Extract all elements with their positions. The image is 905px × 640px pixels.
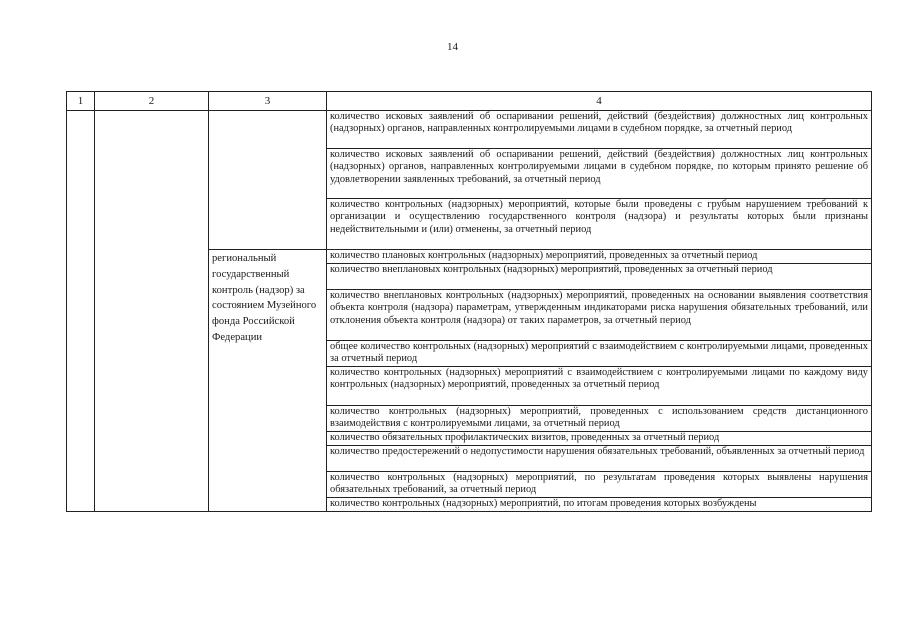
header-col-1: 1: [67, 92, 95, 111]
indicator-cell: количество плановых контрольных (надзорных) мероприятий, проведенных за отчетный период: [327, 250, 872, 264]
indicators-table: [66, 91, 872, 512]
header-col-3: 3: [209, 92, 327, 111]
header-col-2: 2: [95, 92, 209, 111]
col-3-cell-empty: [209, 111, 327, 250]
indicator-cell: количество контрольных (надзорных) мероприятий, которые были проведены с грубым нарушением требований к организации и осуществлению государственного контроля (надзора) и результаты которых были признаны недействительными и (или) отменены, за отчетный период: [327, 199, 872, 250]
indicator-cell: количество внеплановых контрольных (надзорных) мероприятий, проведенных на основании выявления соответствия объекта контроля (надзора) параметрам, утвержденным индикаторами риска нарушения обязательных требований, или отклонения объекта контроля (надзора) от таких параметров, за отчетный период: [327, 290, 872, 341]
col-1-cell: [67, 111, 95, 512]
control-type-cell: [209, 250, 327, 512]
page-number: 14: [447, 41, 458, 53]
indicator-cell: общее количество контрольных (надзорных) мероприятий с взаимодействием с контролируемыми лицами, проведенных за отчетный период: [327, 341, 872, 367]
control-type-label: региональный государственный контроль (надзор) за состоянием Музейного фонда Российской Федерации: [212, 253, 317, 343]
indicator-cell: количество обязательных профилактических визитов, проведенных за отчетный период: [327, 432, 872, 446]
indicator-cell: количество исковых заявлений об оспаривании решений, действий (бездействия) должностных лиц контрольных (надзорных) органов, направленных контролируемыми лицами в судебном порядке, за отчетный период: [327, 111, 872, 149]
header-col-4: 4: [327, 92, 872, 111]
indicator-cell: количество контрольных (надзорных) мероприятий, по результатам проведения которых выявлены нарушения обязательных требований, за отчетный период: [327, 472, 872, 498]
table-row: [67, 111, 872, 149]
indicator-cell: количество исковых заявлений об оспаривании решений, действий (бездействия) должностных лиц контрольных (надзорных) органов, направленных контролируемыми лицами в судебном порядке, по которым принято решение об удовлетворении заявленных требований, за отчетный период: [327, 149, 872, 199]
indicator-cell: количество контрольных (надзорных) мероприятий, по итогам проведения которых возбуждены: [327, 498, 872, 512]
col-2-cell: [95, 111, 209, 512]
indicator-cell: количество внеплановых контрольных (надзорных) мероприятий, проведенных за отчетный период: [327, 264, 872, 290]
indicator-cell: количество контрольных (надзорных) мероприятий, проведенных с использованием средств дистанционного взаимодействия с контролируемыми лицами, за отчетный период: [327, 406, 872, 432]
table-header-row: [67, 92, 872, 111]
indicator-cell: количество контрольных (надзорных) мероприятий с взаимодействием с контролируемыми лицами по каждому виду контрольных (надзорных) мероприятий, проведенных за отчетный период: [327, 367, 872, 406]
indicator-cell: количество предостережений о недопустимости нарушения обязательных требований, объявленных за отчетный период: [327, 446, 872, 472]
